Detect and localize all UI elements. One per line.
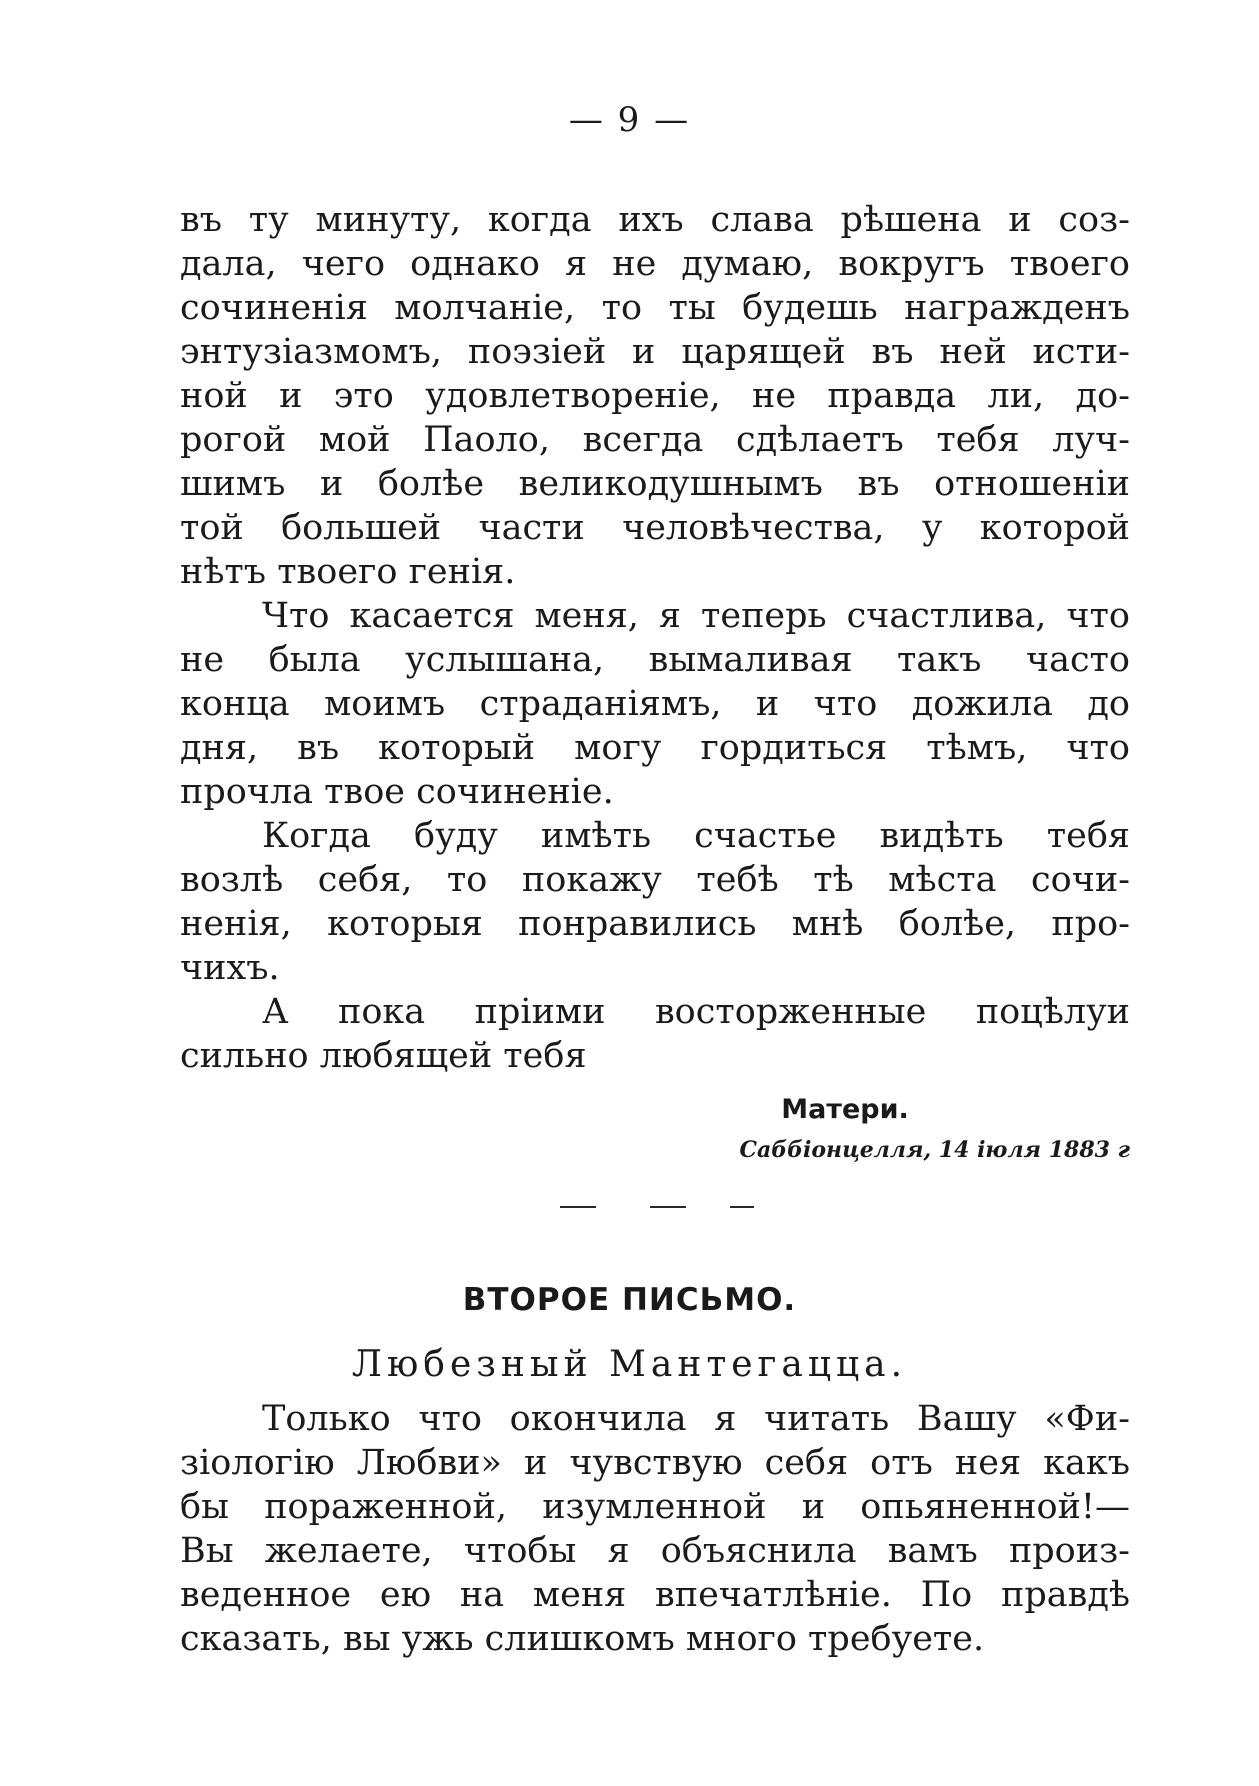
- text-line: Вы желаете, чтобы я объяснила вамъ произ-: [180, 1531, 1130, 1571]
- page-number: — 9 —: [568, 100, 691, 140]
- text-line: чихъ.: [180, 948, 280, 988]
- text-line: дала, чего однако я не думаю, вокругъ твоего: [180, 244, 1130, 284]
- text-line: бы пораженной, изумленной и опьяненной!—: [180, 1487, 1130, 1527]
- text-line: Что касается меня, я теперь счастлива, что: [262, 596, 1130, 636]
- text-line: ной и это удовлетвореніе, не правда ли, до-: [180, 376, 1130, 416]
- text-line: энтузіазмомъ, поэзіей и царящей въ ней исти-: [180, 332, 1130, 372]
- text-line: не была услышана, вымаливая такъ часто: [180, 640, 1130, 680]
- salutation: Любезный Мантегацца.: [351, 1344, 908, 1385]
- text-line: А пока пріими восторженные поцѣлуи: [262, 992, 1130, 1032]
- text-line: сильно любящей тебя: [180, 1036, 587, 1076]
- text-line: дня, въ который могу гордиться тѣмъ, что: [180, 728, 1130, 768]
- text-line: сказать, вы ужь слишкомъ много требуете.: [180, 1619, 985, 1659]
- text-line: рогой мой Паоло, всегда сдѣлаетъ тебя луч-: [180, 420, 1130, 460]
- place-date: Саббіонцелля, 14 іюля 1883 г: [739, 1137, 1130, 1163]
- text-line: нѣтъ твоего генія.: [180, 552, 516, 592]
- text-line: сочиненія молчаніе, то ты будешь награжденъ: [180, 288, 1130, 328]
- text-line: шимъ и болѣе великодушнымъ въ отношеніи: [180, 464, 1130, 504]
- letter-two-body: [180, 1353, 1130, 1661]
- text-line: Когда буду имѣть счастье видѣть тебя: [262, 816, 1130, 856]
- text-line: въ ту минуту, когда ихъ слава рѣшена и соз-: [180, 200, 1130, 240]
- separator-dash: [560, 1206, 596, 1208]
- signature: Матери.: [781, 1094, 909, 1125]
- text-line: Только что окончила я читать Вашу «Фи-: [262, 1399, 1130, 1439]
- text-line: зіологію Любви» и чувствую себя отъ нея какъ: [180, 1443, 1130, 1483]
- text-line: конца моимъ страданіямъ, и что дожила до: [180, 684, 1130, 724]
- section-title: ВТОРОЕ ПИСЬМО.: [462, 1282, 797, 1318]
- text-line: возлѣ себя, то покажу тебѣ тѣ мѣста сочи-: [180, 860, 1130, 900]
- text-line: ненія, которыя понравились мнѣ болѣе, про-: [180, 904, 1130, 944]
- text-line: прочла твое сочиненіе.: [180, 772, 614, 812]
- text-line: той большей части человѣчества, у которой: [180, 508, 1130, 548]
- separator-dash: [730, 1206, 754, 1208]
- letter-one-body: [180, 198, 1130, 1078]
- separator-dash: [650, 1206, 686, 1208]
- text-line: веденное ею на меня впечатлѣніе. По правдѣ: [180, 1575, 1130, 1615]
